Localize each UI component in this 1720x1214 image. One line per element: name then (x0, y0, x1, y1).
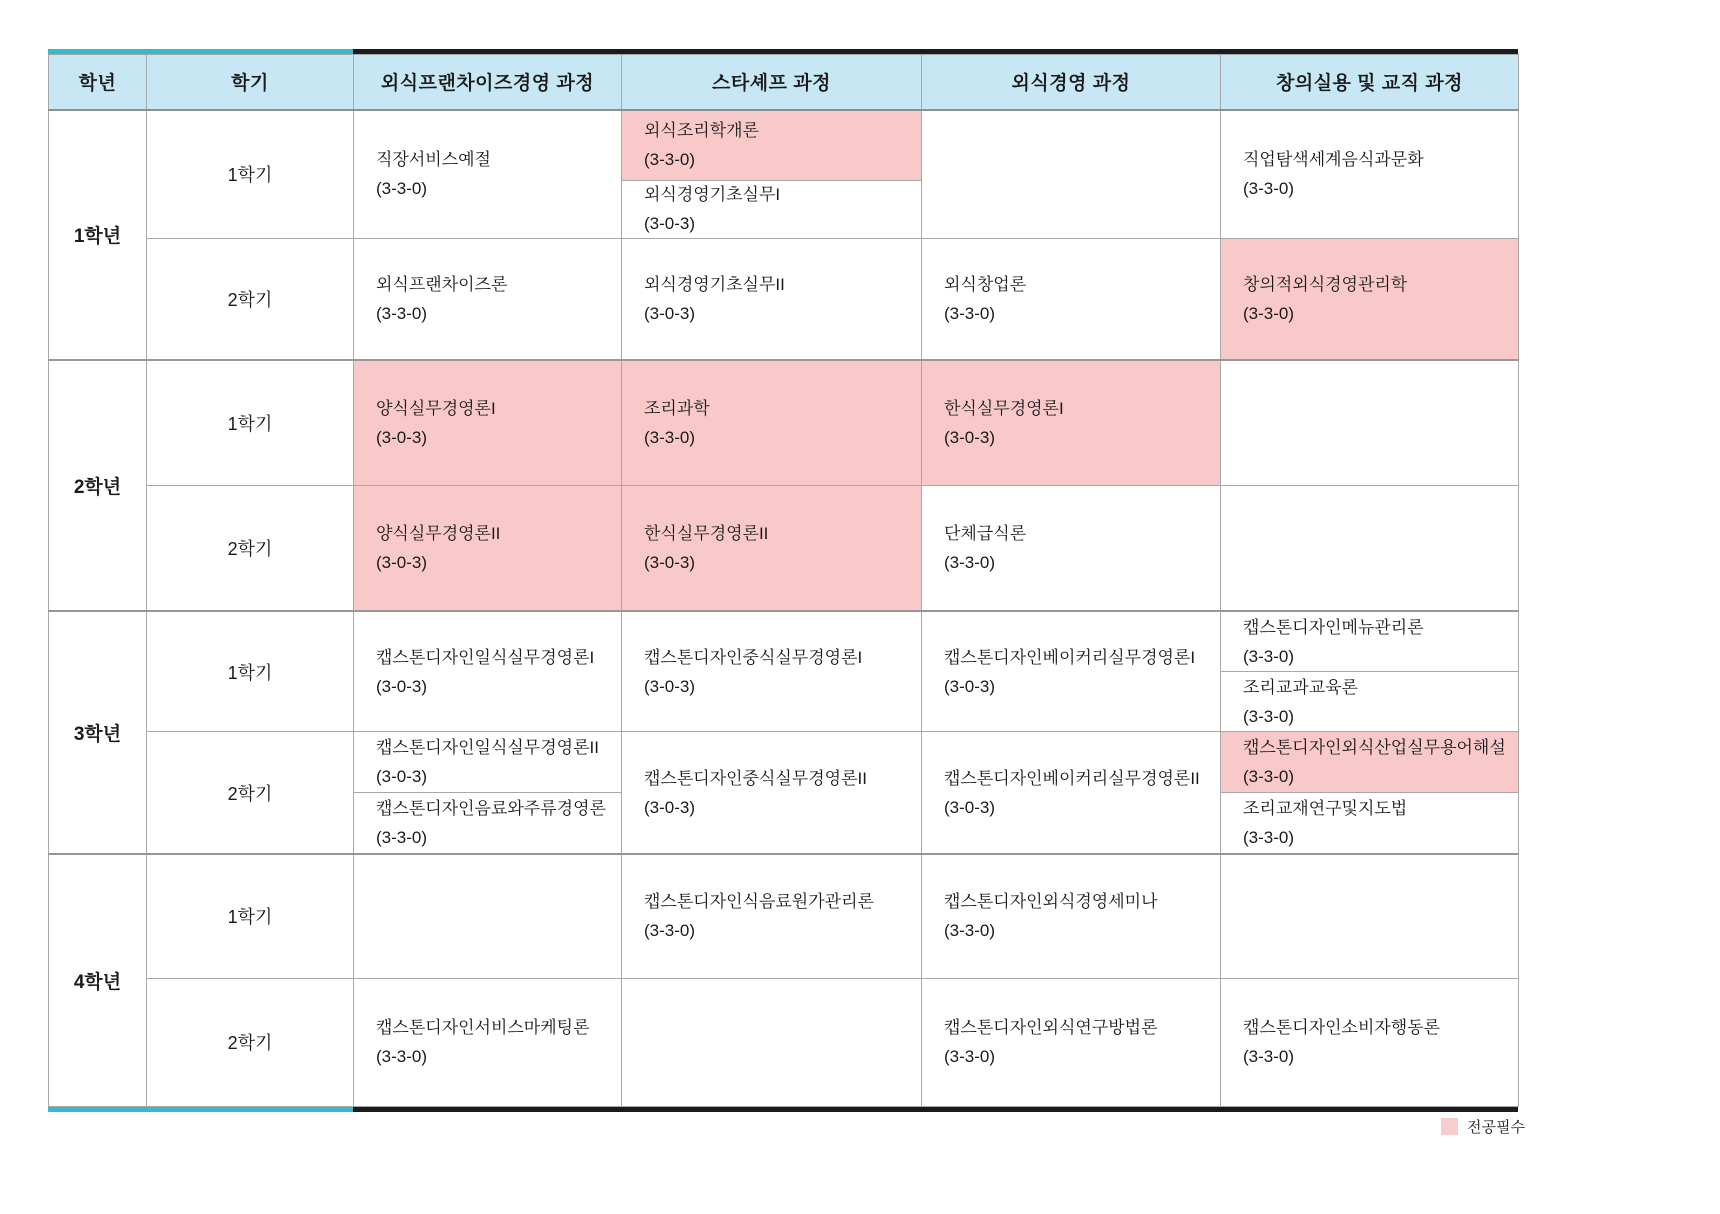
year-cell: 3학년 (49, 611, 147, 854)
course-credits: (3-0-3) (644, 797, 696, 817)
course-cell (354, 110, 622, 239)
course-cell (922, 854, 1221, 978)
table-row (49, 360, 1519, 485)
course-name: 캡스톤디자인소비자행동론 (1243, 1018, 1441, 1037)
course-name: 캡스톤디자인외식산업실무용어해설 (1243, 738, 1506, 757)
course-name: 캡스톤디자인중식실무경영론II (644, 768, 867, 788)
course-cell-required (354, 485, 622, 611)
course-name: 조리교과교육론 (1243, 677, 1358, 697)
legend-required-swatch (1441, 1118, 1458, 1135)
course-cell (1221, 110, 1519, 239)
course-credits: (3-0-3) (944, 427, 996, 447)
course-credits: (3-0-3) (644, 303, 696, 323)
course-name: 외식프랜차이즈론 (376, 274, 508, 294)
header-track-franchise: 외식프랜차이즈경영 과정 (354, 55, 622, 110)
course-credits: (3-0-3) (644, 214, 696, 233)
course-cell (354, 732, 622, 855)
course-cell-required (622, 360, 922, 485)
course-name: 캡스톤디자인외식경영세미나 (944, 892, 1158, 912)
semester-cell: 2학기 (147, 978, 354, 1106)
course-block (354, 732, 621, 792)
course-cell (922, 732, 1221, 855)
table-row (49, 611, 1519, 732)
course-name: 외식조리학개론 (644, 121, 759, 140)
bottom-border-dark-segment (353, 1107, 1518, 1112)
course-name: 조리과학 (644, 398, 710, 418)
course-cell (622, 238, 922, 360)
course-block (1221, 671, 1518, 731)
course-name: 캡스톤디자인중식실무경영론I (644, 647, 863, 667)
course-credits: (3-3-0) (376, 179, 428, 198)
course-cell (922, 978, 1221, 1106)
course-credits: (3-3-0) (1243, 1047, 1295, 1066)
course-name: 직업탐색세계음식과문화 (1243, 150, 1424, 169)
course-credits: (3-3-0) (1243, 303, 1295, 323)
course-block (1221, 792, 1518, 853)
semester-cell: 2학기 (147, 732, 354, 855)
course-name: 외식경영기초실무I (644, 185, 781, 204)
header-grade: 학년 (49, 55, 147, 110)
course-name: 조리교재연구및지도법 (1243, 799, 1408, 818)
course-name: 직장서비스예절 (376, 150, 491, 169)
table-row (49, 732, 1519, 855)
year-cell: 4학년 (49, 854, 147, 1106)
course-cell (622, 110, 922, 239)
header-track-starchef: 스타셰프 과정 (622, 55, 922, 110)
course-stack (1221, 612, 1518, 731)
semester-cell: 2학기 (147, 485, 354, 611)
course-name: 한식실무경영론I (944, 398, 1064, 418)
course-name: 캡스톤디자인식음료원가관리론 (644, 892, 874, 912)
course-name: 캡스톤디자인베이커리실무경영론II (944, 768, 1200, 788)
course-credits: (3-3-0) (376, 303, 428, 323)
course-cell (622, 611, 922, 732)
course-name: 캡스톤디자인일식실무경영론II (376, 738, 599, 757)
course-cell (922, 485, 1221, 611)
table-row (49, 854, 1519, 978)
year-cell: 2학년 (49, 360, 147, 611)
course-name: 창의적외식경영관리학 (1243, 274, 1408, 294)
course-cell (922, 611, 1221, 732)
header-track-creative: 창의실용 및 교직 과정 (1221, 55, 1519, 110)
course-name: 캡스톤디자인베이커리실무경영론I (944, 647, 1196, 667)
course-credits: (3-3-0) (644, 427, 696, 447)
course-name: 캡스톤디자인메뉴관리론 (1243, 617, 1424, 637)
course-credits: (3-3-0) (1243, 828, 1295, 847)
course-name: 캡스톤디자인외식연구방법론 (944, 1018, 1158, 1037)
course-cell (354, 611, 622, 732)
course-cell-empty (1221, 360, 1519, 485)
course-stack (622, 111, 921, 238)
course-cell (622, 854, 922, 978)
course-cell (1221, 978, 1519, 1106)
course-name: 캡스톤디자인음료와주류경영론 (376, 799, 606, 818)
course-block (1221, 612, 1518, 671)
course-credits: (3-0-3) (644, 676, 696, 696)
course-credits: (3-0-3) (376, 767, 428, 786)
course-credits: (3-3-0) (644, 921, 696, 941)
table-row (49, 238, 1519, 360)
year-cell: 1학년 (49, 110, 147, 361)
course-name: 외식창업론 (944, 274, 1027, 294)
table-top-border (48, 49, 1518, 54)
course-cell-required (1221, 238, 1519, 360)
course-block-required (622, 111, 921, 180)
table-row (49, 485, 1519, 611)
course-block-required (1221, 732, 1518, 792)
course-credits: (3-3-0) (944, 1047, 996, 1066)
semester-cell: 2학기 (147, 238, 354, 360)
course-stack (354, 732, 621, 853)
legend (1441, 1116, 1525, 1137)
table-row (49, 110, 1519, 239)
course-credits: (3-0-3) (376, 427, 428, 447)
table-bottom-border (48, 1107, 1518, 1112)
course-cell-empty (622, 978, 922, 1106)
legend-required-label: 전공필수 (1467, 1119, 1525, 1136)
semester-cell: 1학기 (147, 611, 354, 732)
course-name: 양식실무경영론I (376, 398, 496, 418)
course-cell-empty (1221, 485, 1519, 611)
semester-cell: 1학기 (147, 854, 354, 978)
course-name: 캡스톤디자인일식실무경영론I (376, 647, 595, 667)
course-name: 외식경영기초실무II (644, 274, 785, 294)
course-name: 단체급식론 (944, 523, 1027, 543)
course-cell-required (622, 485, 922, 611)
header-track-management: 외식경영 과정 (922, 55, 1221, 110)
bottom-border-teal-segment (48, 1107, 353, 1112)
course-credits: (3-0-3) (644, 552, 696, 572)
course-name: 양식실무경영론II (376, 523, 501, 543)
course-cell-empty (354, 854, 622, 978)
course-cell (1221, 732, 1519, 855)
course-cell-empty (1221, 854, 1519, 978)
course-credits: (3-3-0) (944, 303, 996, 323)
course-block (354, 792, 621, 853)
course-credits: (3-3-0) (1243, 706, 1295, 726)
curriculum-table-wrap (48, 49, 1518, 1112)
course-credits: (3-3-0) (644, 150, 696, 169)
course-credits: (3-0-3) (376, 676, 428, 696)
course-cell (1221, 611, 1519, 732)
table-row (49, 978, 1519, 1106)
course-name: 캡스톤디자인서비스마케팅론 (376, 1018, 590, 1037)
semester-cell: 1학기 (147, 360, 354, 485)
course-stack (1221, 732, 1518, 853)
course-block (622, 180, 921, 238)
course-cell-required (922, 360, 1221, 485)
course-credits: (3-3-0) (376, 1047, 428, 1066)
course-cell (922, 238, 1221, 360)
semester-cell: 1학기 (147, 110, 354, 239)
course-cell (622, 732, 922, 855)
course-credits: (3-0-3) (944, 676, 996, 696)
course-credits: (3-3-0) (944, 552, 996, 572)
course-cell-empty (922, 110, 1221, 239)
course-cell (354, 238, 622, 360)
course-cell (354, 978, 622, 1106)
top-border-dark-segment (353, 49, 1518, 54)
course-credits: (3-0-3) (376, 552, 428, 572)
course-credits: (3-3-0) (944, 921, 996, 941)
course-credits: (3-3-0) (1243, 646, 1295, 666)
course-credits: (3-3-0) (376, 828, 428, 847)
header-semester: 학기 (147, 55, 354, 110)
top-border-teal-segment (48, 49, 353, 54)
course-credits: (3-3-0) (1243, 767, 1295, 786)
curriculum-table (48, 54, 1519, 1107)
course-name: 한식실무경영론II (644, 523, 769, 543)
course-cell-required (354, 360, 622, 485)
header-row (49, 55, 1519, 110)
course-credits: (3-0-3) (944, 797, 996, 817)
course-credits: (3-3-0) (1243, 179, 1295, 198)
